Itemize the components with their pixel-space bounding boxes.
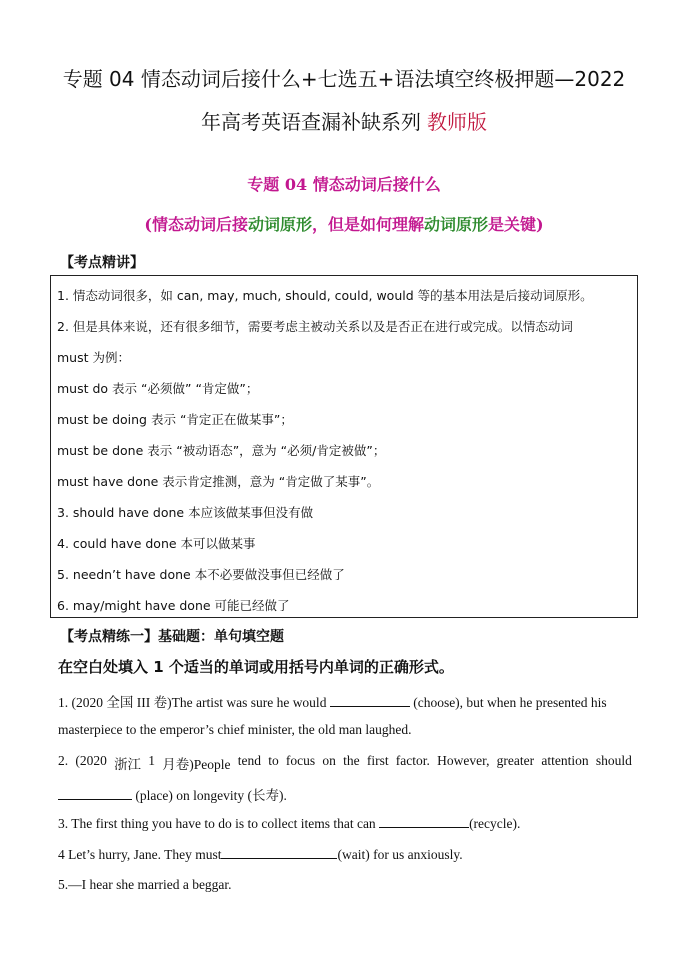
document-title-line1: 专题 04 情态动词后接什么+七选五+语法填空终极押题—2022 [62,67,626,91]
point-line: 2. 但是具体来说，还有很多细节，需要考虑主被动关系以及是否正在进行或完成。以情态动词 [57,319,573,334]
practice-instruction: 在空白处填入 1 个适当的单词或用括号内单词的正确形式。 [58,658,454,676]
q2-word: should [595,753,632,768]
title-line2-text: 年高考英语查漏补缺系列 [201,110,421,134]
answer-blank [221,846,337,859]
q2-word: 浙江 [114,757,142,772]
topic-subtitle: 专题 04 情态动词后接什么 [247,175,441,194]
q2-word: factor. [395,753,430,768]
q2-word: the [343,753,360,768]
question-2-cont [58,784,287,804]
q2-word: (2020 [75,753,107,768]
point-line: must be done 表示 “被动语态”，意为 “必须/肯定被做”； [57,443,386,458]
q1-text-a: 1. (2020 全国 III 卷)The artist was sure he would [58,695,327,710]
q2-word: on [322,753,336,768]
q2-word: to [268,753,279,768]
answer-blank [379,815,469,828]
q2-text-c: (place) on longevity (长寿). [135,788,287,803]
answer-blank [330,694,410,707]
q4-text-a: 4 Let’s hurry, Jane. They must [58,847,222,862]
question-4 [58,846,463,863]
q2-word: However, [437,753,490,768]
point-line: must have done 表示肯定推测，意为 “肯定做了某事”。 [57,474,380,489]
note-part1: (情态动词后接 [144,215,248,234]
practice-heading: 【考点精练一】基础题：单句填空题 [60,629,284,645]
topic-note [0,212,688,235]
note-part5: 是关键) [488,215,544,234]
point-line: 3. should have done 本应该做某事但没有做 [57,505,314,520]
q3-text-b: (recycle). [469,816,521,831]
q2-word: 月卷)People [162,757,231,772]
note-part4: 动词原形 [424,215,489,234]
q2-word: 1 [148,753,156,768]
answer-blank [58,787,132,800]
point-line: must 为例： [57,350,130,365]
point-line: must do 表示 “必须做” “肯定做”； [57,381,259,396]
point-line: 4. could have done 本可以做某事 [57,536,256,551]
points-heading: 【考点精讲】 [60,255,144,271]
teacher-edition-label: 教师版 [427,110,487,134]
q3-text-a: 3. The first thing you have to do is to collect items that can [58,816,376,831]
q2-word: greater [496,753,535,768]
q2-word: 2. [58,753,69,768]
question-1 [58,691,607,711]
q2-word: first [366,753,389,768]
q2-word: tend [237,753,261,768]
question-1-cont: masterpiece to the emperor’s chief minister, the old man laughed. [58,722,412,737]
q4-text-b: (wait) for us anxiously. [337,847,463,862]
document-title-line2 [40,106,648,135]
note-part3: ，但是如何理解 [311,215,424,234]
question-2 [58,753,632,773]
q1-text-b: (choose), but when he presented his [413,695,607,710]
question-3 [58,815,520,832]
note-part2: 动词原形 [247,215,312,234]
point-line: must be doing 表示 “肯定正在做某事”； [57,412,293,427]
q2-word: focus [285,753,316,768]
point-line: 1. 情态动词很多，如 can, may, much, should, could, would 等的基本用法是后接动词原形。 [57,288,593,303]
point-line: 5. needn’t have done 本不必要做没事但已经做了 [57,567,345,582]
q2-word: attention [541,753,589,768]
question-5: 5.—I hear she married a beggar. [58,877,232,892]
point-line: 6. may/might have done 可能已经做了 [57,598,290,613]
